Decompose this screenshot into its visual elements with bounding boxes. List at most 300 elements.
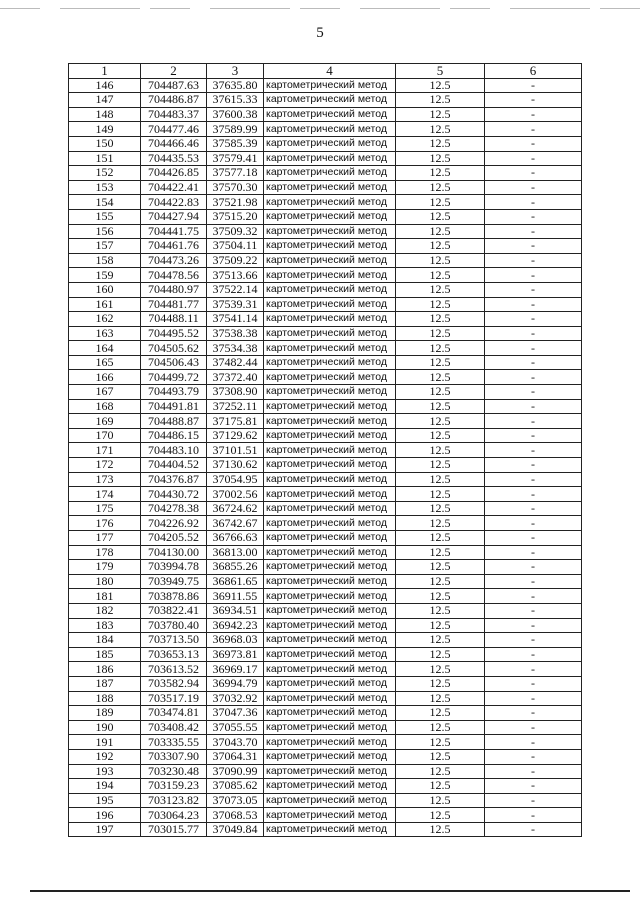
description-cell: - xyxy=(485,209,582,224)
table-row xyxy=(69,399,582,414)
x-coordinate-cell: 704205.52 xyxy=(141,531,207,546)
x-coordinate-cell: 704427.94 xyxy=(141,209,207,224)
description-cell: - xyxy=(485,458,582,473)
y-coordinate-cell: 36994.79 xyxy=(207,676,264,691)
point-number-cell: 172 xyxy=(69,458,141,473)
x-coordinate-cell: 703123.82 xyxy=(141,793,207,808)
table-row xyxy=(69,779,582,794)
description-cell: - xyxy=(485,822,582,837)
table-row xyxy=(69,808,582,823)
header-col-6: 6 xyxy=(485,64,582,79)
accuracy-cell: 12.5 xyxy=(396,472,485,487)
header-col-4: 4 xyxy=(264,64,396,79)
table-row xyxy=(69,209,582,224)
point-number-cell: 184 xyxy=(69,633,141,648)
accuracy-cell: 12.5 xyxy=(396,545,485,560)
x-coordinate-cell: 704488.11 xyxy=(141,312,207,327)
point-number-cell: 147 xyxy=(69,93,141,108)
description-cell: - xyxy=(485,487,582,502)
x-coordinate-cell: 704226.92 xyxy=(141,516,207,531)
description-cell: - xyxy=(485,793,582,808)
accuracy-cell: 12.5 xyxy=(396,603,485,618)
method-cell: картометрический метод xyxy=(264,720,396,735)
table-row xyxy=(69,458,582,473)
x-coordinate-cell: 703307.90 xyxy=(141,749,207,764)
table-row xyxy=(69,443,582,458)
y-coordinate-cell: 37539.31 xyxy=(207,297,264,312)
table-row xyxy=(69,312,582,327)
description-cell: - xyxy=(485,472,582,487)
accuracy-cell: 12.5 xyxy=(396,180,485,195)
method-cell: картометрический метод xyxy=(264,282,396,297)
x-coordinate-cell: 703949.75 xyxy=(141,574,207,589)
accuracy-cell: 12.5 xyxy=(396,720,485,735)
point-number-cell: 146 xyxy=(69,78,141,93)
method-cell: картометрический метод xyxy=(264,166,396,181)
method-cell: картометрический метод xyxy=(264,633,396,648)
accuracy-cell: 12.5 xyxy=(396,633,485,648)
y-coordinate-cell: 37522.14 xyxy=(207,282,264,297)
method-cell: картометрический метод xyxy=(264,793,396,808)
y-coordinate-cell: 37129.62 xyxy=(207,428,264,443)
accuracy-cell: 12.5 xyxy=(396,647,485,662)
y-coordinate-cell: 37515.20 xyxy=(207,209,264,224)
table-row xyxy=(69,93,582,108)
y-coordinate-cell: 36855.26 xyxy=(207,560,264,575)
method-cell: картометрический метод xyxy=(264,341,396,356)
accuracy-cell: 12.5 xyxy=(396,808,485,823)
accuracy-cell: 12.5 xyxy=(396,224,485,239)
y-coordinate-cell: 37504.11 xyxy=(207,239,264,254)
description-cell: - xyxy=(485,93,582,108)
point-number-cell: 148 xyxy=(69,107,141,122)
header-col-3: 3 xyxy=(207,64,264,79)
table-row xyxy=(69,326,582,341)
point-number-cell: 178 xyxy=(69,545,141,560)
accuracy-cell: 12.5 xyxy=(396,662,485,677)
y-coordinate-cell: 37635.80 xyxy=(207,78,264,93)
description-cell: - xyxy=(485,633,582,648)
y-coordinate-cell: 37600.38 xyxy=(207,107,264,122)
table-row xyxy=(69,516,582,531)
point-number-cell: 180 xyxy=(69,574,141,589)
point-number-cell: 174 xyxy=(69,487,141,502)
accuracy-cell: 12.5 xyxy=(396,355,485,370)
table-row xyxy=(69,706,582,721)
method-cell: картометрический метод xyxy=(264,151,396,166)
method-cell: картометрический метод xyxy=(264,326,396,341)
description-cell: - xyxy=(485,195,582,210)
y-coordinate-cell: 36969.17 xyxy=(207,662,264,677)
table-row xyxy=(69,647,582,662)
table-row xyxy=(69,370,582,385)
y-coordinate-cell: 37579.41 xyxy=(207,151,264,166)
accuracy-cell: 12.5 xyxy=(396,209,485,224)
y-coordinate-cell: 37509.22 xyxy=(207,253,264,268)
table-row xyxy=(69,282,582,297)
y-coordinate-cell: 37252.11 xyxy=(207,399,264,414)
x-coordinate-cell: 704422.41 xyxy=(141,180,207,195)
point-number-cell: 158 xyxy=(69,253,141,268)
point-number-cell: 161 xyxy=(69,297,141,312)
table-row xyxy=(69,501,582,516)
accuracy-cell: 12.5 xyxy=(396,78,485,93)
point-number-cell: 155 xyxy=(69,209,141,224)
scan-bottom-edge xyxy=(30,890,630,892)
description-cell: - xyxy=(485,312,582,327)
y-coordinate-cell: 37509.32 xyxy=(207,224,264,239)
description-cell: - xyxy=(485,676,582,691)
y-coordinate-cell: 37538.38 xyxy=(207,326,264,341)
accuracy-cell: 12.5 xyxy=(396,282,485,297)
description-cell: - xyxy=(485,662,582,677)
accuracy-cell: 12.5 xyxy=(396,443,485,458)
method-cell: картометрический метод xyxy=(264,180,396,195)
method-cell: картометрический метод xyxy=(264,676,396,691)
y-coordinate-cell: 37534.38 xyxy=(207,341,264,356)
point-number-cell: 190 xyxy=(69,720,141,735)
table-row xyxy=(69,720,582,735)
method-cell: картометрический метод xyxy=(264,355,396,370)
description-cell: - xyxy=(485,136,582,151)
method-cell: картометрический метод xyxy=(264,93,396,108)
y-coordinate-cell: 37055.55 xyxy=(207,720,264,735)
table-row xyxy=(69,224,582,239)
x-coordinate-cell: 704130.00 xyxy=(141,545,207,560)
header-col-5: 5 xyxy=(396,64,485,79)
description-cell: - xyxy=(485,341,582,356)
point-number-cell: 189 xyxy=(69,706,141,721)
method-cell: картометрический метод xyxy=(264,662,396,677)
method-cell: картометрический метод xyxy=(264,268,396,283)
x-coordinate-cell: 704481.77 xyxy=(141,297,207,312)
y-coordinate-cell: 37073.05 xyxy=(207,793,264,808)
method-cell: картометрический метод xyxy=(264,735,396,750)
description-cell: - xyxy=(485,647,582,662)
table-row xyxy=(69,355,582,370)
description-cell: - xyxy=(485,531,582,546)
point-number-cell: 160 xyxy=(69,282,141,297)
method-cell: картометрический метод xyxy=(264,253,396,268)
point-number-cell: 186 xyxy=(69,662,141,677)
x-coordinate-cell: 704486.87 xyxy=(141,93,207,108)
x-coordinate-cell: 704477.46 xyxy=(141,122,207,137)
x-coordinate-cell: 704376.87 xyxy=(141,472,207,487)
table-row xyxy=(69,151,582,166)
accuracy-cell: 12.5 xyxy=(396,326,485,341)
table-row xyxy=(69,166,582,181)
method-cell: картометрический метод xyxy=(264,589,396,604)
description-cell: - xyxy=(485,428,582,443)
x-coordinate-cell: 704488.87 xyxy=(141,414,207,429)
x-coordinate-cell: 704480.97 xyxy=(141,282,207,297)
table-row xyxy=(69,239,582,254)
method-cell: картометрический метод xyxy=(264,458,396,473)
y-coordinate-cell: 37054.95 xyxy=(207,472,264,487)
accuracy-cell: 12.5 xyxy=(396,385,485,400)
description-cell: - xyxy=(485,589,582,604)
point-number-cell: 182 xyxy=(69,603,141,618)
accuracy-cell: 12.5 xyxy=(396,458,485,473)
accuracy-cell: 12.5 xyxy=(396,574,485,589)
method-cell: картометрический метод xyxy=(264,443,396,458)
y-coordinate-cell: 36934.51 xyxy=(207,603,264,618)
method-cell: картометрический метод xyxy=(264,122,396,137)
description-cell: - xyxy=(485,735,582,750)
accuracy-cell: 12.5 xyxy=(396,589,485,604)
description-cell: - xyxy=(485,603,582,618)
header-col-2: 2 xyxy=(141,64,207,79)
table-row xyxy=(69,691,582,706)
x-coordinate-cell: 704435.53 xyxy=(141,151,207,166)
point-number-cell: 159 xyxy=(69,268,141,283)
point-number-cell: 157 xyxy=(69,239,141,254)
method-cell: картометрический метод xyxy=(264,487,396,502)
description-cell: - xyxy=(485,326,582,341)
point-number-cell: 150 xyxy=(69,136,141,151)
x-coordinate-cell: 703064.23 xyxy=(141,808,207,823)
y-coordinate-cell: 37513.66 xyxy=(207,268,264,283)
table-row xyxy=(69,180,582,195)
accuracy-cell: 12.5 xyxy=(396,268,485,283)
x-coordinate-cell: 704441.75 xyxy=(141,224,207,239)
table-row xyxy=(69,735,582,750)
y-coordinate-cell: 36861.65 xyxy=(207,574,264,589)
accuracy-cell: 12.5 xyxy=(396,749,485,764)
method-cell: картометрический метод xyxy=(264,414,396,429)
page-number: 5 xyxy=(316,25,324,41)
table-row xyxy=(69,268,582,283)
accuracy-cell: 12.5 xyxy=(396,107,485,122)
x-coordinate-cell: 704430.72 xyxy=(141,487,207,502)
x-coordinate-cell: 704506.43 xyxy=(141,355,207,370)
method-cell: картометрический метод xyxy=(264,603,396,618)
y-coordinate-cell: 37585.39 xyxy=(207,136,264,151)
y-coordinate-cell: 37521.98 xyxy=(207,195,264,210)
x-coordinate-cell: 703653.13 xyxy=(141,647,207,662)
description-cell: - xyxy=(485,180,582,195)
y-coordinate-cell: 37372.40 xyxy=(207,370,264,385)
y-coordinate-cell: 37577.18 xyxy=(207,166,264,181)
y-coordinate-cell: 37085.62 xyxy=(207,779,264,794)
x-coordinate-cell: 704426.85 xyxy=(141,166,207,181)
method-cell: картометрический метод xyxy=(264,297,396,312)
y-coordinate-cell: 37064.31 xyxy=(207,749,264,764)
method-cell: картометрический метод xyxy=(264,808,396,823)
description-cell: - xyxy=(485,560,582,575)
description-cell: - xyxy=(485,501,582,516)
method-cell: картометрический метод xyxy=(264,706,396,721)
accuracy-cell: 12.5 xyxy=(396,341,485,356)
accuracy-cell: 12.5 xyxy=(396,136,485,151)
table-row xyxy=(69,749,582,764)
accuracy-cell: 12.5 xyxy=(396,428,485,443)
method-cell: картометрический метод xyxy=(264,764,396,779)
point-number-cell: 179 xyxy=(69,560,141,575)
x-coordinate-cell: 703335.55 xyxy=(141,735,207,750)
y-coordinate-cell: 37032.92 xyxy=(207,691,264,706)
point-number-cell: 191 xyxy=(69,735,141,750)
method-cell: картометрический метод xyxy=(264,501,396,516)
table-row xyxy=(69,822,582,837)
x-coordinate-cell: 703878.86 xyxy=(141,589,207,604)
y-coordinate-cell: 36766.63 xyxy=(207,531,264,546)
accuracy-cell: 12.5 xyxy=(396,735,485,750)
description-cell: - xyxy=(485,253,582,268)
method-cell: картометрический метод xyxy=(264,78,396,93)
x-coordinate-cell: 704422.83 xyxy=(141,195,207,210)
x-coordinate-cell: 703230.48 xyxy=(141,764,207,779)
table-row xyxy=(69,560,582,575)
x-coordinate-cell: 704404.52 xyxy=(141,458,207,473)
y-coordinate-cell: 36742.67 xyxy=(207,516,264,531)
accuracy-cell: 12.5 xyxy=(396,239,485,254)
point-number-cell: 156 xyxy=(69,224,141,239)
description-cell: - xyxy=(485,166,582,181)
table-row xyxy=(69,618,582,633)
y-coordinate-cell: 37090.99 xyxy=(207,764,264,779)
method-cell: картометрический метод xyxy=(264,822,396,837)
table-row xyxy=(69,487,582,502)
accuracy-cell: 12.5 xyxy=(396,487,485,502)
accuracy-cell: 12.5 xyxy=(396,560,485,575)
table-row xyxy=(69,122,582,137)
description-cell: - xyxy=(485,720,582,735)
y-coordinate-cell: 37047.36 xyxy=(207,706,264,721)
method-cell: картометрический метод xyxy=(264,560,396,575)
description-cell: - xyxy=(485,706,582,721)
table-row xyxy=(69,253,582,268)
method-cell: картометрический метод xyxy=(264,516,396,531)
description-cell: - xyxy=(485,107,582,122)
table-row xyxy=(69,414,582,429)
accuracy-cell: 12.5 xyxy=(396,706,485,721)
x-coordinate-cell: 703408.42 xyxy=(141,720,207,735)
method-cell: картометрический метод xyxy=(264,195,396,210)
y-coordinate-cell: 36911.55 xyxy=(207,589,264,604)
description-cell: - xyxy=(485,443,582,458)
point-number-cell: 176 xyxy=(69,516,141,531)
table-row xyxy=(69,662,582,677)
x-coordinate-cell: 703613.52 xyxy=(141,662,207,677)
table-row xyxy=(69,589,582,604)
table-row xyxy=(69,195,582,210)
y-coordinate-cell: 36968.03 xyxy=(207,633,264,648)
method-cell: картометрический метод xyxy=(264,107,396,122)
accuracy-cell: 12.5 xyxy=(396,151,485,166)
table-row xyxy=(69,545,582,560)
point-number-cell: 171 xyxy=(69,443,141,458)
accuracy-cell: 12.5 xyxy=(396,822,485,837)
y-coordinate-cell: 37541.14 xyxy=(207,312,264,327)
method-cell: картометрический метод xyxy=(264,428,396,443)
point-number-cell: 168 xyxy=(69,399,141,414)
point-number-cell: 163 xyxy=(69,326,141,341)
coordinates-table xyxy=(68,63,582,837)
x-coordinate-cell: 704473.26 xyxy=(141,253,207,268)
description-cell: - xyxy=(485,355,582,370)
x-coordinate-cell: 704487.63 xyxy=(141,78,207,93)
accuracy-cell: 12.5 xyxy=(396,312,485,327)
accuracy-cell: 12.5 xyxy=(396,793,485,808)
header-row xyxy=(69,64,582,79)
x-coordinate-cell: 704495.52 xyxy=(141,326,207,341)
point-number-cell: 173 xyxy=(69,472,141,487)
description-cell: - xyxy=(485,779,582,794)
method-cell: картометрический метод xyxy=(264,312,396,327)
description-cell: - xyxy=(485,224,582,239)
point-number-cell: 165 xyxy=(69,355,141,370)
header-col-1: 1 xyxy=(69,64,141,79)
method-cell: картометрический метод xyxy=(264,531,396,546)
point-number-cell: 187 xyxy=(69,676,141,691)
x-coordinate-cell: 703582.94 xyxy=(141,676,207,691)
accuracy-cell: 12.5 xyxy=(396,399,485,414)
point-number-cell: 152 xyxy=(69,166,141,181)
point-number-cell: 181 xyxy=(69,589,141,604)
point-number-cell: 153 xyxy=(69,180,141,195)
description-cell: - xyxy=(485,749,582,764)
point-number-cell: 167 xyxy=(69,385,141,400)
point-number-cell: 154 xyxy=(69,195,141,210)
point-number-cell: 183 xyxy=(69,618,141,633)
description-cell: - xyxy=(485,239,582,254)
method-cell: картометрический метод xyxy=(264,749,396,764)
x-coordinate-cell: 703474.81 xyxy=(141,706,207,721)
y-coordinate-cell: 37101.51 xyxy=(207,443,264,458)
x-coordinate-cell: 704483.37 xyxy=(141,107,207,122)
accuracy-cell: 12.5 xyxy=(396,166,485,181)
accuracy-cell: 12.5 xyxy=(396,676,485,691)
table-row xyxy=(69,603,582,618)
table-row xyxy=(69,472,582,487)
description-cell: - xyxy=(485,399,582,414)
accuracy-cell: 12.5 xyxy=(396,779,485,794)
y-coordinate-cell: 37589.99 xyxy=(207,122,264,137)
method-cell: картометрический метод xyxy=(264,209,396,224)
method-cell: картометрический метод xyxy=(264,472,396,487)
y-coordinate-cell: 37043.70 xyxy=(207,735,264,750)
y-coordinate-cell: 36973.81 xyxy=(207,647,264,662)
point-number-cell: 151 xyxy=(69,151,141,166)
table-row xyxy=(69,633,582,648)
point-number-cell: 170 xyxy=(69,428,141,443)
description-cell: - xyxy=(485,370,582,385)
table-row xyxy=(69,385,582,400)
table-row xyxy=(69,531,582,546)
description-cell: - xyxy=(485,574,582,589)
x-coordinate-cell: 703713.50 xyxy=(141,633,207,648)
point-number-cell: 169 xyxy=(69,414,141,429)
accuracy-cell: 12.5 xyxy=(396,501,485,516)
description-cell: - xyxy=(485,151,582,166)
point-number-cell: 197 xyxy=(69,822,141,837)
x-coordinate-cell: 703015.77 xyxy=(141,822,207,837)
point-number-cell: 164 xyxy=(69,341,141,356)
y-coordinate-cell: 37002.56 xyxy=(207,487,264,502)
description-cell: - xyxy=(485,516,582,531)
table-row xyxy=(69,136,582,151)
point-number-cell: 149 xyxy=(69,122,141,137)
y-coordinate-cell: 37130.62 xyxy=(207,458,264,473)
x-coordinate-cell: 704493.79 xyxy=(141,385,207,400)
table-row xyxy=(69,107,582,122)
method-cell: картометрический метод xyxy=(264,691,396,706)
point-number-cell: 194 xyxy=(69,779,141,794)
description-cell: - xyxy=(485,764,582,779)
point-number-cell: 196 xyxy=(69,808,141,823)
x-coordinate-cell: 704486.15 xyxy=(141,428,207,443)
